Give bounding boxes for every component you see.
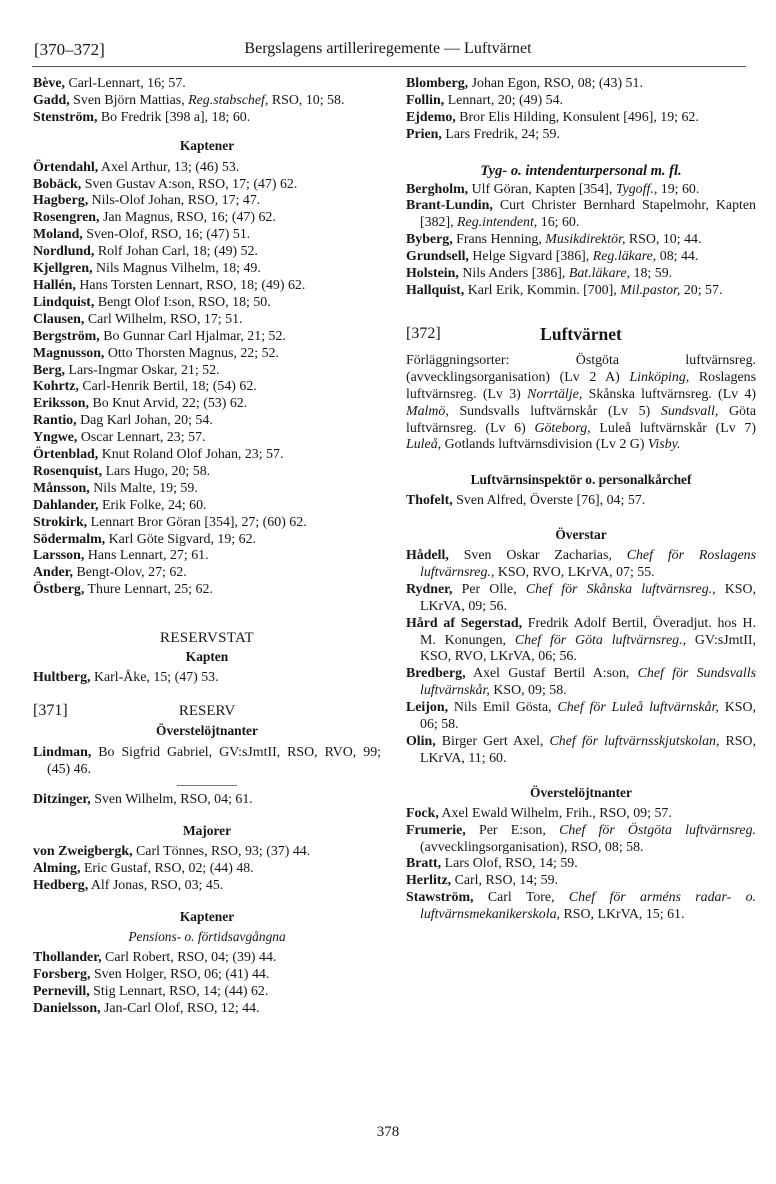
person-surname: Prien, [406,126,442,142]
person-entry [33,210,381,227]
section-number: [371] [33,701,68,719]
person-surname: Hultberg, [33,670,91,685]
left-top-list [33,76,381,127]
person-surname: Danielsson, [33,1000,101,1016]
person-details: Bo Knut Arvid, 22; (53) 62. [88,396,248,412]
person-surname: Bobäck, [33,176,82,192]
page-number: 378 [376,1124,400,1140]
person-entry [33,430,381,447]
person-surname: Yngwe, [33,430,78,446]
person-surname: Bergström, [33,328,100,344]
person-entry [33,177,381,194]
person-entry [33,295,381,312]
person-surname: Ejdemo, [406,109,456,125]
person-entry [33,481,381,498]
tyg-heading: Tyg- o. intendenturpersonal m. fl. [480,162,682,179]
person-surname: Hallquist, [406,282,465,298]
running-header [34,40,742,62]
left-column [33,76,381,1018]
person-details: Lars Fredrik, 24; 59. [441,126,560,142]
person-title: Musikdirektör, [545,232,626,248]
person-surname: Thollander, [33,949,102,965]
person-surname: Bredberg, [406,666,466,682]
person-surname: Moland, [33,227,83,243]
person-details: Eric Gustaf, RSO, 02; (44) 48. [80,861,254,877]
person-surname: Leijon, [406,700,449,716]
person-details: Jan-Carl Olof, RSO, 12; 44. [100,1000,260,1016]
person-details: 19; 60. [657,181,700,197]
person-details: Sven Gustav A:son, RSO, 17; (47) 62. [81,176,298,192]
person-entry [406,582,756,616]
person-details: Helge Sigvard [386], [468,249,593,265]
section-number: [372] [406,324,441,342]
person-details: Nils Magnus Vilhelm, 18; 49. [92,261,261,277]
person-details: Bo Sigfrid Gabriel, GV:sJmtII, RSO, RVO, 99; (45) 46. [47,744,381,777]
person-details: Stig Lennart, RSO, 14; (44) 62. [89,983,269,999]
person-entry [33,93,381,110]
person-entry [33,261,381,278]
person-entry [33,160,381,177]
person-surname: Södermalm, [33,531,106,547]
person-details: Per E:son, [465,822,560,838]
person-surname: Månsson, [33,480,90,496]
person-surname: Lindquist, [33,294,95,310]
person-details: Karl Göte Sigvard, 19; 62. [105,531,256,547]
person-surname: Fock, [406,805,439,821]
person-entry [33,464,381,481]
person-details: Bo Gunnar Carl Hjalmar, 21; 52. [99,328,286,344]
section-372 [406,323,756,349]
person-details: Fredrik Adolf Bertil, Överadjut. hos H. M. Konungen, [420,615,757,648]
person-details: Hans Torsten Lennart, RSO, 18; (49) 62. [75,277,306,293]
person-entry [33,861,381,878]
person-details: Johan Egon, RSO, 08; (43) 51. [468,76,643,91]
person-details: Bengt Olof I:son, RSO, 18; 50. [94,294,271,310]
kaptener2-list [33,950,381,1018]
person-entry [406,890,756,924]
person-details: (avvecklingsorganisation), RSO, 08; 58. [420,839,644,855]
person-surname: Alming, [33,861,81,877]
person-entry [406,666,756,700]
running-title: Bergslagens artilleriregemente — Luftvärnet [244,40,532,57]
person-entry [406,182,756,199]
person-surname: Hedberg, [33,878,89,894]
person-details: Sven Wilhelm, RSO, 04; 61. [90,791,253,807]
right-column [406,76,756,924]
person-entry [406,873,756,890]
person-entry [33,844,381,861]
person-details: Karl Erik, Kommin. [700], [464,282,621,298]
reservstat-heading: RESERVSTAT [160,630,254,647]
person-details: Axel Arthur, 13; (46) 53. [98,159,240,175]
person-surname: Stenström, [33,109,98,125]
person-surname: Stawström, [406,890,474,906]
person-details: Sven Alfred, Överste [76], 04; 57. [452,493,646,509]
overstelojtnanter-heading: Överstelöjtnanter [156,722,258,738]
person-details: Frans Henning, [452,232,546,248]
person-surname: Kohrtz, [33,379,79,395]
person-details: Bo Fredrik [398 a], 18; 60. [97,109,251,125]
person-details: Dag Karl Johan, 20; 54. [76,413,213,429]
person-surname: Brant-Lundin, [406,198,493,214]
person-entry [33,278,381,295]
person-entry [33,396,381,413]
person-details: RSO, 10; 44. [625,232,702,248]
kaptener-heading: Kaptener [179,137,235,153]
person-details: KSO, 06; 58. [420,700,757,733]
person-entry [33,878,381,895]
person-details: RSO, 10; 58. [268,92,345,108]
person-details: Nils Anders [386], [458,266,569,282]
person-title: Mil.pastor, [620,282,681,298]
person-entry [33,110,381,127]
person-details: Ulf Göran, Kapten [354], [468,181,616,197]
person-entry [406,232,756,249]
person-title: Chef för Luleå luftvärnskår, [557,700,719,716]
person-details: Bengt-Olov, 27; 62. [73,565,187,581]
person-surname: Strokirk, [33,514,88,530]
section-title: RESERV [178,702,236,719]
person-title: Chef för arméns radar- o. luftvärnsmekanikerskola, [420,890,756,923]
person-details: Hans Lennart, 27; 61. [84,548,209,564]
person-surname: Hallén, [33,277,76,293]
person-entry [406,198,756,232]
person-details: Lars Olof, RSO, 14; 59. [441,856,578,872]
person-entry [406,616,756,667]
person-entry [406,76,756,93]
person-surname: Herlitz, [406,873,452,889]
right-top-list [406,76,756,144]
person-title: Chef för Östgöta luftvärnsreg. [559,822,756,838]
person-details: 08; 44. [656,249,699,265]
person-details: RSO, LKrVA, 11; 60. [420,734,756,766]
person-surname: Holstein, [406,266,459,282]
person-entry [406,266,756,283]
person-surname: Ditzinger, [33,791,91,807]
person-details: KSO, LKrVA, 09; 56. [420,581,757,614]
person-entry [406,548,756,582]
person-details: Thure Lennart, 25; 62. [84,582,213,598]
person-details: RSO, LKrVA, 15; 61. [560,907,685,923]
majorer-list [33,844,381,895]
person-details: Sven Björn Mattias, [69,92,189,108]
person-title: Reg.stabschef, [188,92,269,108]
overstelojtnanter-list [33,745,381,779]
overstelojtnanter-list [406,806,756,924]
person-entry [406,127,756,144]
person-entry [406,249,756,266]
person-entry [406,823,756,857]
person-details: Per Olle, [452,581,526,597]
person-surname: Thofelt, [406,493,453,509]
reservstat-subheading: Kapten [185,649,229,665]
person-details: KSO, RVO, LKrVA, 07; 55. [494,564,655,580]
tyg-list [406,182,756,300]
person-details: Lars Hugo, 20; 58. [102,463,211,479]
person-entry [33,76,381,93]
person-surname: Rydner, [406,581,453,597]
majorer-heading: Majorer [182,822,232,838]
person-surname: Bratt, [406,856,442,872]
inspektor-list [406,493,756,510]
overstelojtnanter-list-2 [33,792,381,809]
person-title: Reg.läkare, [592,249,657,265]
person-details: KSO, 09; 58. [489,683,567,699]
person-surname: Kjellgren, [33,261,93,277]
person-details: Carl-Lennart, 16; 57. [65,76,186,91]
person-surname: Örtenblad, [33,447,99,463]
person-entry [33,413,381,430]
person-surname: Gadd, [33,92,70,108]
inspektor-heading: Luftvärnsinspektör o. personalkårchef [470,472,692,488]
person-details: Carl, RSO, 14; 59. [451,873,559,889]
person-entry [406,93,756,110]
person-details: Jan Magnus, RSO, 16; (47) 62. [99,210,276,226]
person-entry [33,1001,381,1018]
person-details: Lennart, 20; (49) 54. [444,92,564,108]
person-details: Carl Tönnes, RSO, 93; (37) 44. [132,844,311,860]
person-title: Bat.läkare, [568,266,631,282]
person-entry [33,227,381,244]
person-details: Bror Elis Hilding, Konsulent [496], 19; 62. [455,109,699,125]
person-details: Carl Wilhelm, RSO, 17; 51. [84,311,243,327]
overstar-heading: Överstar [555,527,607,543]
person-entry [33,447,381,464]
person-surname: Pernevill, [33,983,90,999]
person-surname: Forsberg, [33,966,91,982]
person-surname: Byberg, [406,232,453,248]
person-surname: Rosengren, [33,210,100,226]
person-details: Knut Roland Olof Johan, 23; 57. [98,447,284,463]
person-entry [33,244,381,261]
person-surname: Blomberg, [406,76,469,91]
reservstat-list [33,670,381,687]
person-entry [33,984,381,1001]
person-entry [33,193,381,210]
person-surname: Ander, [33,565,74,581]
person-details: Birger Gert Axel, [435,734,550,749]
person-entry [33,363,381,380]
person-entry [33,967,381,984]
person-details: Alf Jonas, RSO, 03; 45. [88,878,224,894]
person-surname: Nordlund, [33,244,95,260]
person-details: Rolf Johan Carl, 18; (49) 52. [94,244,258,260]
person-title: Chef för Sundsvalls luftvärnskår, [420,666,756,699]
person-surname: Rantio, [33,413,77,429]
person-details: Sven Holger, RSO, 06; (41) 44. [90,966,270,982]
person-surname: Follin, [406,92,445,108]
person-entry [406,856,756,873]
person-surname: Hådell, [406,548,449,564]
person-details: Axel Gustaf Bertil A:son, [465,666,638,682]
person-entry [406,806,756,823]
person-entry [33,498,381,515]
person-details: GV:sJmtII, KSO, RVO, LKrVA, 06; 56. [420,632,756,665]
person-surname: Bève, [33,76,66,91]
section-range: [370–372] [34,40,105,59]
person-entry [33,312,381,329]
person-entry [33,670,381,687]
person-details: Lars-Ingmar Oskar, 21; 52. [65,362,220,378]
kaptener-list [33,160,381,600]
person-details: Lennart Bror Göran [354], 27; (60) 62. [87,514,307,530]
header-rule [32,66,746,67]
person-surname: Eriksson, [33,396,89,412]
person-details: Axel Ewald Wilhelm, Frih., RSO, 09; 57. [438,805,672,821]
person-surname: Magnusson, [33,345,105,361]
person-entry [33,532,381,549]
person-details: Nils-Olof Johan, RSO, 17; 47. [88,193,261,209]
overstelojtnanter-heading: Överstelöjtnanter [530,784,632,800]
person-details: Nils Malte, 19; 59. [89,480,198,496]
person-surname: Berg, [33,362,66,378]
person-details: Oscar Lennart, 23; 57. [77,430,206,446]
person-details: 18; 59. [630,266,673,282]
person-title: Chef för luftvärnsskjutskolan, [549,734,720,749]
person-title: Chef för Skånska luftvärnsreg., [525,581,716,597]
person-details: 20; 57. [680,282,723,298]
person-entry [33,792,381,809]
person-details: Sven-Olof, RSO, 16; (47) 51. [82,227,251,243]
person-title: Chef för Göta luftvärnsreg., [514,632,687,648]
person-entry [33,745,381,779]
section-title: Luftvärnet [540,323,622,344]
person-details: Carl-Henrik Bertil, 18; (54) 62. [78,379,257,395]
person-details: Karl-Åke, 15; (47) 53. [90,670,219,685]
person-entry [406,110,756,127]
person-entry [33,515,381,532]
person-entry [406,493,756,510]
person-entry [33,548,381,565]
person-details: 16; 60. [537,215,580,231]
person-title: Chef för Roslagens luftvärnsreg., [420,548,756,580]
person-surname: Larsson, [33,548,85,564]
forlaggningsorter-paragraph: Förläggningsorter: Östgöta luftvärnsreg. (avvecklingsorganisation) (Lv 2 A) Linköping, Roslagens luftvärnsreg. (Lv 3) Norrtälje, Skånska luftvärnsreg. (Lv 4) Malmö, Sundsvalls luftvärnskår (Lv 5) Sundsvall, Göta luftvärnsreg. (Lv 6) Göteborg, Luleå luftvärnskår (Lv 7) Luleå, Gotlands luftvärnsdivision (Lv 2 G) Visby. [406,352,757,453]
person-entry [33,950,381,967]
person-details: Nils Emil Gösta, [448,700,558,716]
person-surname: Lindman, [33,744,92,760]
person-entry [33,379,381,396]
person-title: Reg.intendent, [457,215,538,231]
person-surname: Östberg, [33,582,85,598]
section-371 [33,703,381,723]
person-surname: Bergholm, [406,181,469,197]
overstar-list [406,548,756,768]
divider [177,785,237,786]
kaptener2-heading: Kaptener [179,909,235,925]
person-surname: Grundsell, [406,249,469,265]
person-details: Otto Thorsten Magnus, 22; 52. [104,345,279,361]
person-surname: Dahlander, [33,497,99,513]
person-details: Carl Robert, RSO, 04; (39) 44. [101,949,277,965]
person-entry [33,565,381,582]
person-surname: Olin, [406,734,436,749]
person-surname: Clausen, [33,311,85,327]
person-details: Carl Tore, [473,890,569,906]
person-surname: von Zweigbergk, [33,844,133,860]
person-entry [33,329,381,346]
person-surname: Örtendahl, [33,159,99,175]
person-entry [33,582,381,599]
person-title: Tygoff., [615,181,658,197]
person-entry [406,283,756,300]
person-entry [33,346,381,363]
person-surname: Frumerie, [406,822,466,838]
person-surname: Hagberg, [33,193,89,209]
person-surname: Rosenquist, [33,463,103,479]
person-details: Erik Folke, 24; 60. [98,497,207,513]
person-details: Sven Oskar Zacharias, [448,548,627,564]
person-entry [406,734,756,768]
kaptener2-subheading: Pensions- o. förtidsavgångna [128,929,286,945]
person-surname: Hård af Segerstad, [406,615,523,631]
person-details: Curt Christer Bernhard Stapelmohr, Kapten [382], [420,198,756,231]
person-entry [406,700,756,734]
